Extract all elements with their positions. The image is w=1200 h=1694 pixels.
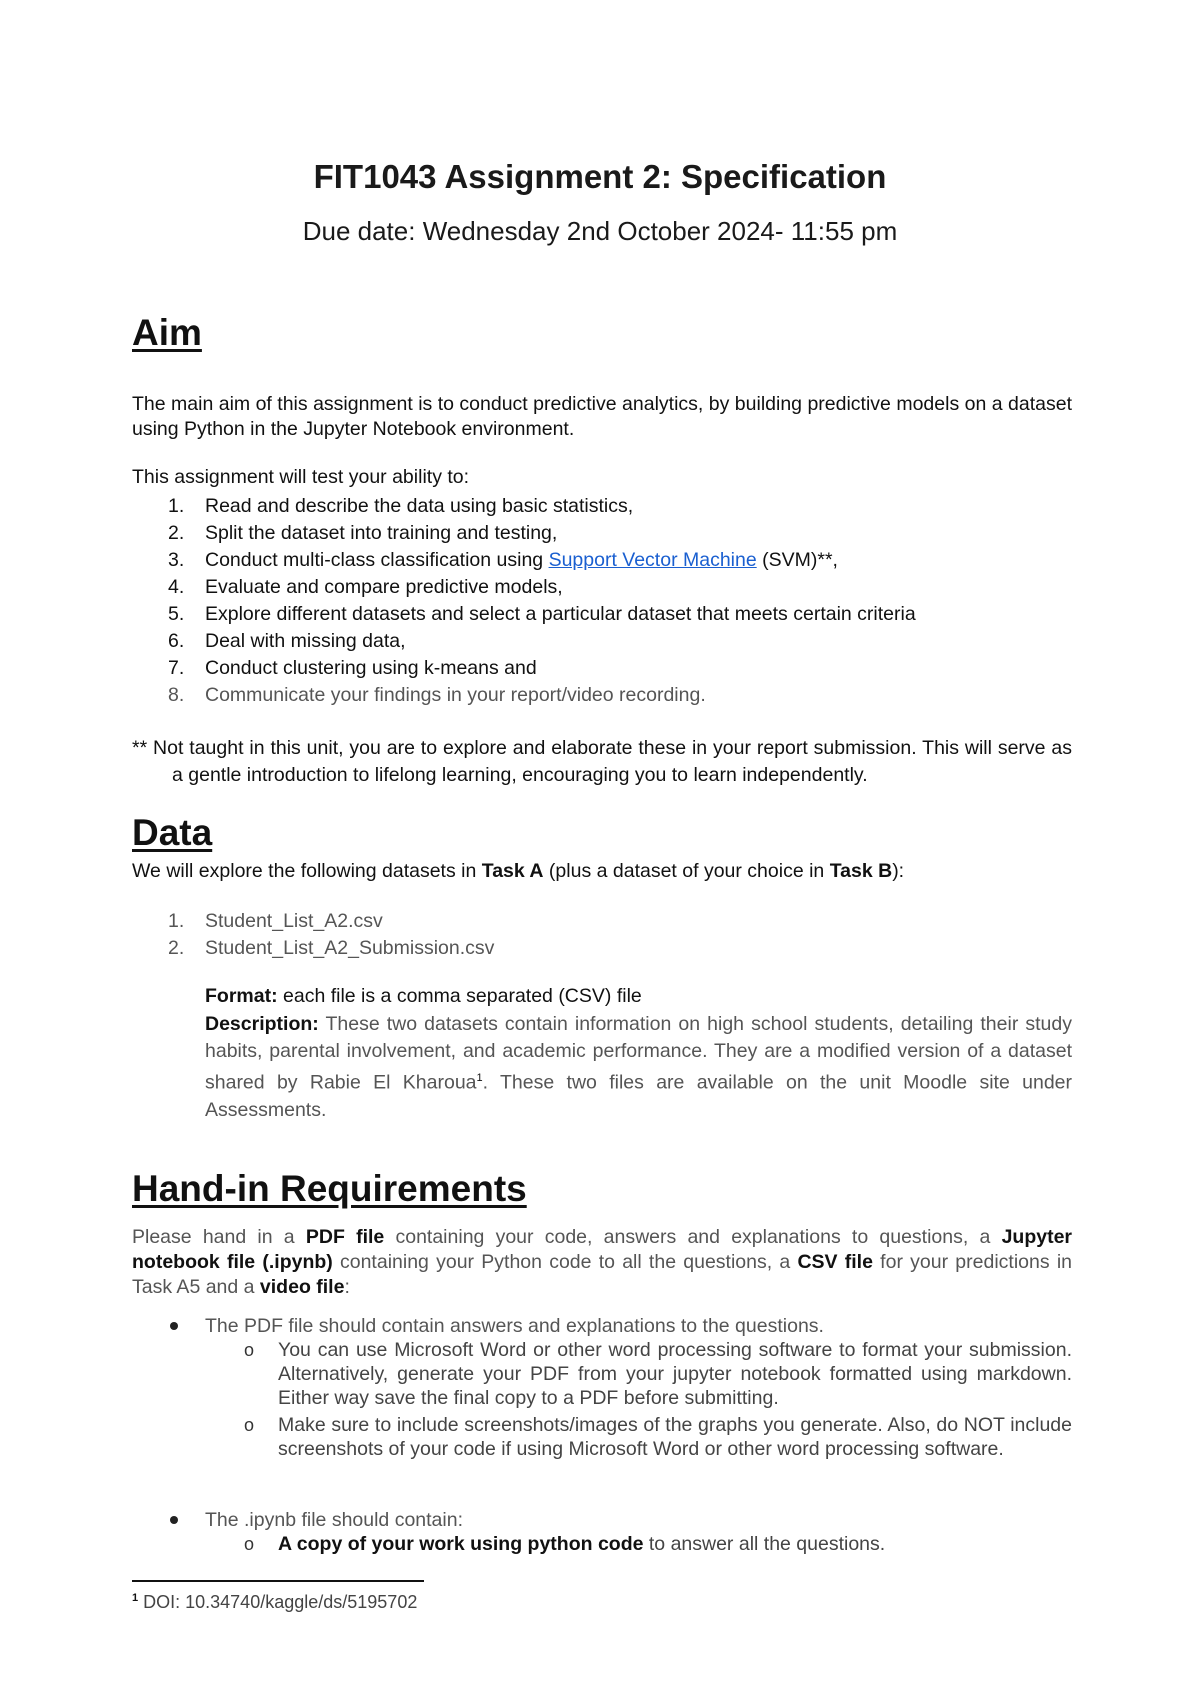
list-item: 2. Student_List_A2_Submission.csv (168, 937, 495, 959)
list-item: 1. Student_List_A2.csv (168, 910, 383, 932)
data-file-list (132, 908, 1072, 962)
handin-sub-word: You can use Microsoft Word or other word processing software to format your submission. Alternatively, generate your PDF from your jupyter notebook formatted using markdown. Either way save the final copy to a PDF before submitting. (278, 1339, 1072, 1409)
sub-bullet-icon: o (244, 1534, 255, 1554)
data-format: Format: each file is a comma separated (CSV) file (205, 985, 642, 1007)
list-item: 1. Read and describe the data using basic statistics, (168, 495, 634, 517)
handin-heading: Hand-in Requirements (132, 1168, 527, 1209)
document-title: FIT1043 Assignment 2: Specification (313, 158, 887, 195)
aim-test-intro: This assignment will test your ability to: (132, 466, 470, 488)
data-description: Description: These two datasets contain information on high school students, detailing their study habits, parental involvement, and academic performance. They are a modified version of a dataset shared by Rabie El Kharoua$^1$. These two files are available on the unit Moodle site under Assessments. (205, 1013, 1072, 1121)
bullet-icon (170, 1516, 178, 1524)
handin-bullet-ipynb: The .ipynb file should contain: (205, 1509, 463, 1531)
bullet-icon (170, 1322, 178, 1330)
aim-list (132, 493, 1072, 709)
list-item: 7. Conduct clustering using k-means and (168, 657, 537, 679)
data-intro: We will explore the following datasets in Task A (plus a dataset of your choice in Task B): (132, 860, 905, 882)
footnote: $^1$ DOI: 10.34740/kaggle/ds/5195702 (132, 1592, 418, 1612)
due-date: Due date: Wednesday 2nd October 2024- 11:55 pm (302, 216, 898, 246)
handin-intro: Please hand in a PDF file containing your code, answers and explanations to questions, a Jupyter notebook file (.ipynb) containing your Python code to all the questions, a CSV file for your predictions in Task A5 and a video file: (132, 1226, 1073, 1298)
sub-bullet-icon: o (244, 1415, 255, 1435)
aim-heading: Aim (132, 312, 202, 353)
list-item: 5. Explore different datasets and select a particular dataset that meets certain criteria (168, 603, 916, 625)
list-item: 3. Conduct multi-class classification using Support Vector Machine (SVM)**, (168, 549, 838, 571)
list-item: 8. Communicate your findings in your report/video recording. (168, 684, 706, 706)
handin-sub-python: A copy of your work using python code to answer all the questions. (278, 1533, 886, 1555)
list-item: 2. Split the dataset into training and testing, (168, 522, 558, 544)
handin-bullet-pdf: The PDF file should contain answers and explanations to the questions. (205, 1315, 824, 1337)
data-heading: Data (132, 812, 213, 853)
list-item: 4. Evaluate and compare predictive models, (168, 576, 563, 598)
aim-note: ** Not taught in this unit, you are to explore and elaborate these in your report submission. This will serve as a gentle introduction to lifelong learning, encouraging you to learn independently. (132, 737, 1072, 786)
sub-bullet-icon: o (244, 1340, 255, 1360)
footnote-divider (132, 1580, 424, 1582)
svm-link[interactable]: Support Vector Machine (548, 549, 757, 571)
aim-intro: The main aim of this assignment is to conduct predictive analytics, by building predictive models on a dataset using Python in the Jupyter Notebook environment. (132, 393, 1072, 440)
handin-sub-screenshots: Make sure to include screenshots/images of the graphs you generate. Also, do NOT include screenshots of your code if using Microsoft Word or other word processing software. (278, 1414, 1072, 1460)
list-item: 6. Deal with missing data, (168, 630, 406, 652)
